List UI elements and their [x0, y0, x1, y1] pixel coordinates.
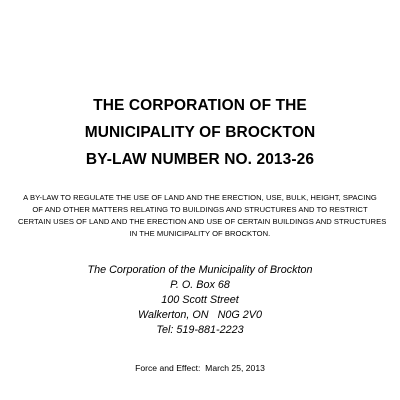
address-city-postal: Walkerton, ON N0G 2V0 [137, 309, 262, 321]
document-title [0, 92, 400, 173]
address-phone: Tel: 519-881-2223 [156, 324, 244, 336]
address-street: 100 Scott Street [161, 294, 239, 306]
contact-address [0, 263, 400, 338]
address-organization: The Corporation of the Municipality of Brockton [87, 264, 313, 276]
purpose-line-4: IN THE MUNICIPALITY OF BROCKTON. [129, 229, 271, 238]
title-line-bylaw-number: BY-LAW NUMBER NO. 2013-26 [85, 151, 315, 168]
bylaw-purpose [18, 192, 387, 240]
purpose-line-2: OF AND OTHER MATTERS RELATING TO BUILDINGS AND STRUCTURES AND TO RESTRICT [32, 205, 368, 214]
purpose-line-3: CERTAIN USES OF LAND AND THE ERECTION AND USE OF CERTAIN BUILDINGS AND STRUCTURES [18, 217, 387, 226]
force-and-effect-date: Force and Effect: March 25, 2013 [135, 363, 265, 373]
address-po-box: P. O. Box 68 [170, 279, 230, 291]
purpose-line-1: A BY-LAW TO REGULATE THE USE OF LAND AND THE ERECTION, USE, BULK, HEIGHT, SPACING [23, 193, 377, 202]
title-line-municipality: MUNICIPALITY OF BROCKTON [84, 124, 316, 141]
title-line-corporation: THE CORPORATION OF THE [93, 97, 307, 114]
